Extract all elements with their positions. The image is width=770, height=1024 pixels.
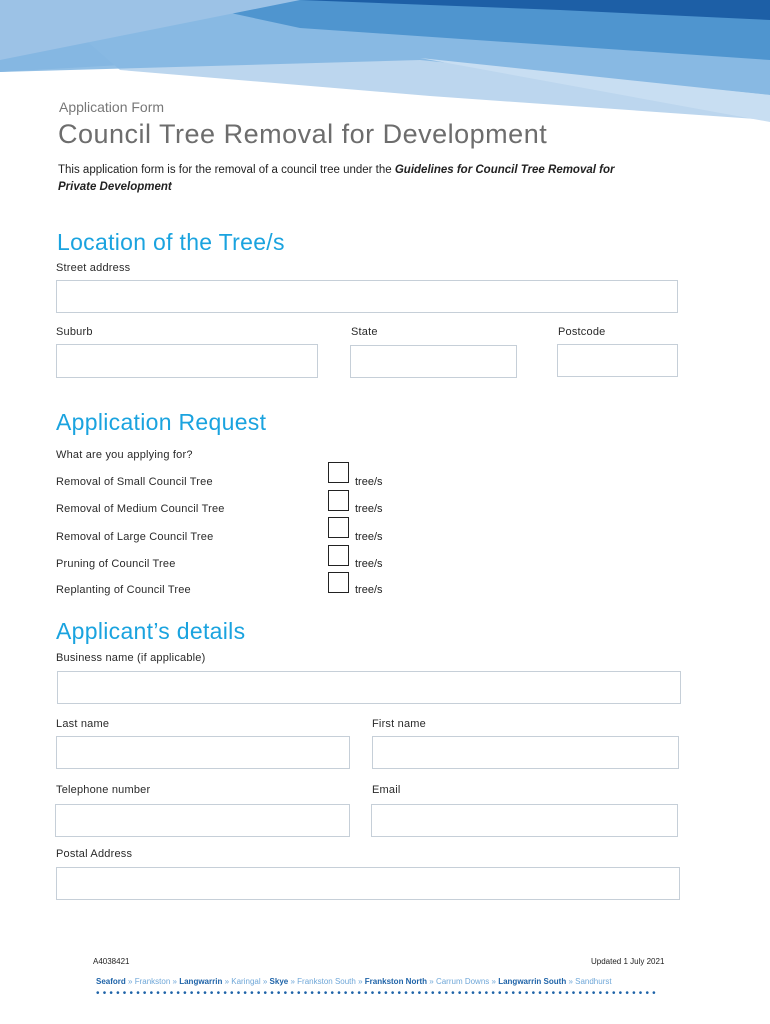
large-tree-checkbox[interactable] (328, 517, 349, 538)
state-input[interactable] (350, 345, 517, 378)
document-id: A4038421 (93, 957, 130, 966)
business-name-label: Business name (if applicable) (56, 652, 206, 664)
telephone-input[interactable] (55, 804, 350, 837)
small-tree-suffix: tree/s (355, 476, 383, 488)
suburb-name: Frankston North (364, 977, 428, 986)
suburb-separator: » (358, 977, 363, 986)
request-item-label: Removal of Small Council Tree (56, 476, 213, 488)
request-item-label: Removal of Large Council Tree (56, 531, 214, 543)
suburb-separator: » (568, 977, 573, 986)
postcode-label: Postcode (558, 326, 606, 338)
medium-tree-checkbox[interactable] (328, 490, 349, 511)
first-name-input[interactable] (372, 736, 679, 769)
business-name-input[interactable] (57, 671, 681, 704)
last-name-label: Last name (56, 718, 110, 730)
intro-guidelines: Guidelines for Council Tree Removal for Private Development (58, 164, 615, 193)
suburbs-strip (96, 977, 612, 986)
first-name-label: First name (372, 718, 426, 730)
replanting-checkbox[interactable] (328, 572, 349, 593)
form-subtitle: Application Form (59, 99, 165, 115)
replanting-suffix: tree/s (355, 584, 383, 596)
suburb-name: Carrum Downs (435, 977, 490, 986)
suburb-separator: » (491, 977, 496, 986)
suburb-separator: » (224, 977, 230, 986)
email-input[interactable] (371, 804, 678, 837)
street-address-label: Street address (56, 262, 131, 274)
suburb-separator: » (429, 977, 434, 986)
suburb-separator: » (172, 977, 177, 986)
request-item-label: Removal of Medium Council Tree (56, 503, 225, 515)
pruning-suffix: tree/s (355, 558, 383, 570)
request-heading: Application Request (56, 409, 267, 435)
email-label: Email (372, 784, 401, 796)
street-address-input[interactable] (56, 280, 678, 313)
postal-address-label: Postal Address (56, 848, 133, 860)
intro-text: This application form is for the removal of a council tree under the (58, 164, 395, 176)
suburb-name: Frankston South (297, 977, 356, 986)
postcode-input[interactable] (557, 344, 678, 377)
suburb-name: Langwarrin South (498, 977, 567, 986)
suburb-name: Frankston (134, 977, 171, 986)
state-label: State (351, 326, 378, 338)
suburb-input[interactable] (56, 344, 318, 378)
suburb-name: Karingal (231, 977, 261, 986)
last-name-input[interactable] (56, 736, 350, 769)
suburb-name: Langwarrin (179, 977, 223, 986)
suburb-separator: » (290, 977, 295, 986)
suburb-separator: » (262, 977, 268, 986)
suburb-name: Seaford (96, 977, 126, 986)
pruning-checkbox[interactable] (328, 545, 349, 566)
telephone-label: Telephone number (56, 784, 151, 796)
request-item-label: Pruning of Council Tree (56, 558, 176, 570)
applicant-heading: Applicant’s details (56, 618, 246, 644)
small-tree-checkbox[interactable] (328, 462, 349, 483)
intro-paragraph (58, 162, 618, 196)
suburb-separator: » (128, 977, 133, 986)
request-question: What are you applying for? (56, 449, 193, 461)
location-heading: Location of the Tree/s (57, 229, 285, 255)
medium-tree-suffix: tree/s (355, 503, 383, 515)
request-item-label: Replanting of Council Tree (56, 584, 191, 596)
updated-date: Updated 1 July 2021 (591, 957, 665, 966)
page-title: Council Tree Removal for Development (58, 119, 548, 149)
suburb-label: Suburb (56, 326, 93, 338)
dotted-divider: •••••••••••••••••••••••••••••••••••••••••••••••••••••••••••••••••••••••••••••••••••• (96, 988, 659, 999)
postal-address-input[interactable] (56, 867, 680, 900)
large-tree-suffix: tree/s (355, 531, 383, 543)
suburb-name: Skye (269, 977, 289, 986)
suburb-name: Sandhurst (575, 977, 612, 986)
